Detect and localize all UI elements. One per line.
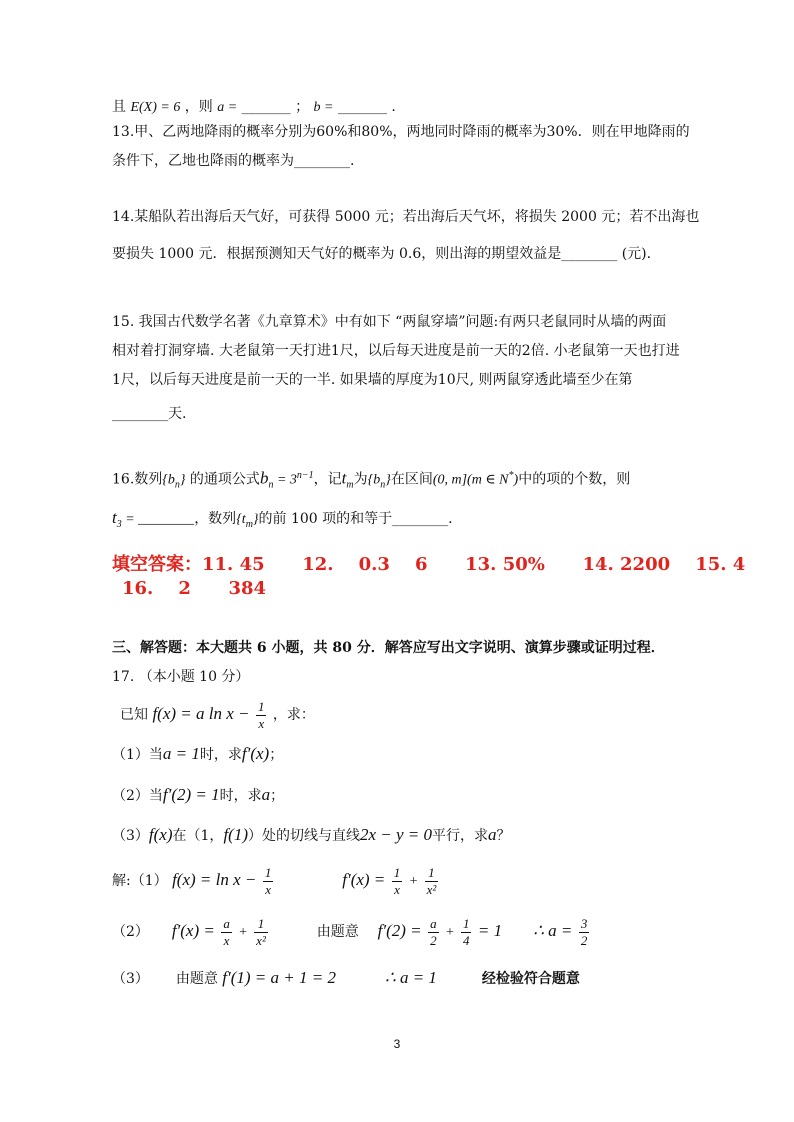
- text: 由题意: [316, 924, 359, 940]
- math: = 1: [477, 921, 503, 940]
- math-sub: m: [245, 518, 253, 530]
- denominator: x: [223, 932, 230, 948]
- math: a: [488, 825, 497, 844]
- math-sup: *: [508, 470, 514, 481]
- numerator: a: [223, 915, 230, 931]
- denominator: 2: [580, 932, 588, 948]
- q17-part1: [112, 744, 283, 765]
- fraction: [263, 865, 274, 898]
- q17-solution-1: [112, 860, 440, 902]
- fraction: [256, 699, 267, 732]
- denominator: x²: [256, 932, 266, 948]
- text: 在（1，: [172, 828, 224, 844]
- math: }: [179, 472, 186, 488]
- math: f(x) = ln x −: [172, 870, 257, 889]
- q17-solution-2: [112, 911, 591, 953]
- line-expectation: [112, 97, 396, 118]
- denominator: x: [265, 881, 271, 897]
- numerator: 1: [257, 698, 265, 714]
- q17-title: 17. （本小题 10 分）: [112, 669, 250, 685]
- text: （1）当: [112, 747, 163, 763]
- text: ；: [295, 99, 310, 115]
- math: b: [259, 468, 269, 488]
- q16-line1: [112, 466, 630, 495]
- q15-line2: 相对着打洞穿墙. 大老鼠第一天打进1尺，以后每天进度是前一天的2倍. 小老鼠第一天也打进: [112, 343, 680, 359]
- fraction: [254, 916, 268, 949]
- q17-part2: [112, 785, 284, 806]
- math-sub: m: [346, 479, 354, 491]
- math: f′(x): [241, 744, 270, 763]
- math: f(x) = a ln x −: [152, 704, 250, 723]
- text: ，数列: [194, 511, 237, 527]
- math: {b: [367, 472, 381, 488]
- answers-line2: 16. 2 384: [122, 578, 267, 599]
- text: ，求：: [272, 707, 315, 723]
- denominator: x: [258, 715, 265, 731]
- fraction: [461, 916, 472, 949]
- math: +: [408, 874, 419, 889]
- denominator: 2: [430, 932, 437, 948]
- math: f′(2) = 1: [162, 785, 220, 804]
- text: 且: [112, 99, 126, 115]
- q15-line3: 1尺，以后每天进度是前一天的一半. 如果墙的厚度为10尺, 则两鼠穿透此墙至少在第: [112, 372, 633, 388]
- math: 2x − y = 0: [359, 825, 433, 844]
- q15-line4: ________天.: [112, 406, 187, 422]
- denominator: x²: [426, 881, 437, 897]
- text: ？: [496, 828, 511, 844]
- text: .: [391, 99, 396, 115]
- numerator: 3: [580, 915, 588, 931]
- math-sub: n: [268, 479, 274, 491]
- math: ∴ a =: [533, 921, 573, 940]
- math: +: [238, 925, 248, 940]
- q16-line2: [112, 508, 453, 535]
- blank-b: _______: [337, 99, 387, 115]
- math: f′(x) =: [171, 921, 215, 940]
- text: ，记: [313, 471, 342, 488]
- text: 时，求: [219, 788, 262, 804]
- math: a: [261, 785, 271, 804]
- q13-line1: 13.甲、乙两地降雨的概率分别为60%和80%，两地同时降雨的概率为30%．则在甲地降雨的: [112, 124, 690, 140]
- math: {b: [162, 472, 175, 488]
- numerator: 1: [425, 865, 439, 882]
- text: 解:（1）: [112, 873, 168, 889]
- math: {t: [236, 512, 246, 527]
- q17-part3: [112, 825, 511, 846]
- numerator: a: [430, 915, 437, 931]
- text: （3）: [112, 971, 149, 987]
- math: = 3: [273, 472, 297, 488]
- q17-solution-3: [112, 968, 580, 989]
- math-sub: n: [380, 479, 386, 491]
- math: t: [112, 508, 117, 527]
- q14-line1: 14.某船队若出海后天气好，可获得 5000 元；若出海后天气坏，将损失 2000 元；若不出海也: [112, 209, 700, 225]
- math: (0, m](m ∈ N: [432, 472, 509, 488]
- text: ；: [270, 788, 285, 804]
- math: f′(x) =: [342, 870, 386, 889]
- text: ，则: [184, 99, 213, 115]
- text: 平行，求: [432, 828, 489, 844]
- math: f(1): [223, 825, 248, 844]
- text: 已知: [120, 707, 148, 723]
- text: 由题意: [175, 971, 218, 987]
- text: （2）当: [112, 788, 163, 804]
- math-sub: n: [174, 479, 180, 491]
- text: 的前 100 项的和等于________.: [258, 511, 453, 527]
- math-blank: = ________: [121, 512, 195, 527]
- answers-line1: 填空答案：11. 45 12. 0.3 6 13. 50% 14. 2200 15. 4: [112, 554, 746, 575]
- verification-note: 经检验符合题意: [481, 971, 580, 987]
- math: ∴ a = 1: [384, 968, 437, 987]
- text: 为: [353, 471, 368, 488]
- math: }: [385, 472, 391, 488]
- math: t: [341, 468, 347, 488]
- math-sub: 3: [116, 518, 122, 530]
- fraction: [221, 916, 232, 949]
- text: （2）: [112, 924, 149, 940]
- math: }: [252, 512, 259, 527]
- fraction: [428, 916, 439, 949]
- text: 16.数列: [112, 471, 163, 488]
- numerator: 1: [254, 916, 268, 933]
- denominator: x: [394, 881, 400, 897]
- math-sup: n−1: [296, 470, 314, 481]
- numerator: 1: [462, 915, 470, 931]
- blank-a: _______: [241, 99, 291, 115]
- math: f(x): [148, 825, 173, 844]
- numerator: 1: [264, 864, 272, 880]
- math: ): [513, 472, 519, 488]
- math-ex: E(X) = 6: [130, 100, 181, 115]
- q13-line2: 条件下，乙地也降雨的概率为________.: [112, 153, 355, 169]
- text: 的通项公式: [185, 471, 260, 488]
- text: ）处的切线与直线: [247, 828, 360, 844]
- fraction: [579, 916, 590, 949]
- q14-line2: 要损失 1000 元．根据预测知天气好的概率为 0.6，则出海的期望效益是________ (元).: [112, 246, 652, 262]
- numerator: 1: [393, 864, 401, 880]
- fraction: [392, 865, 403, 898]
- section-3-heading: 三、解答题：本大题共 6 小题，共 80 分．解答应写出文字说明、演算步骤或证明过程．: [112, 640, 665, 656]
- math: f′(1) = a + 1 = 2: [222, 968, 336, 987]
- text: 中的项的个数，则: [518, 471, 631, 488]
- text: （3）: [112, 828, 149, 844]
- page-number: 3: [393, 1037, 401, 1051]
- math-a: a =: [217, 100, 238, 115]
- text: 时，求: [199, 747, 242, 763]
- q15-line1: 15. 我国古代数学名著《九章算术》中有如下 “两鼠穿墙”问题:有两只老鼠同时从墙的两面: [112, 314, 667, 330]
- math: +: [445, 925, 455, 940]
- fraction: [425, 865, 439, 898]
- text: 在区间: [390, 471, 433, 488]
- math: a = 1: [162, 744, 200, 763]
- q17-given: [120, 694, 315, 735]
- text: ；: [269, 747, 284, 763]
- math-b: b =: [313, 100, 334, 115]
- denominator: 4: [462, 932, 470, 948]
- math: f′(2) =: [377, 921, 422, 940]
